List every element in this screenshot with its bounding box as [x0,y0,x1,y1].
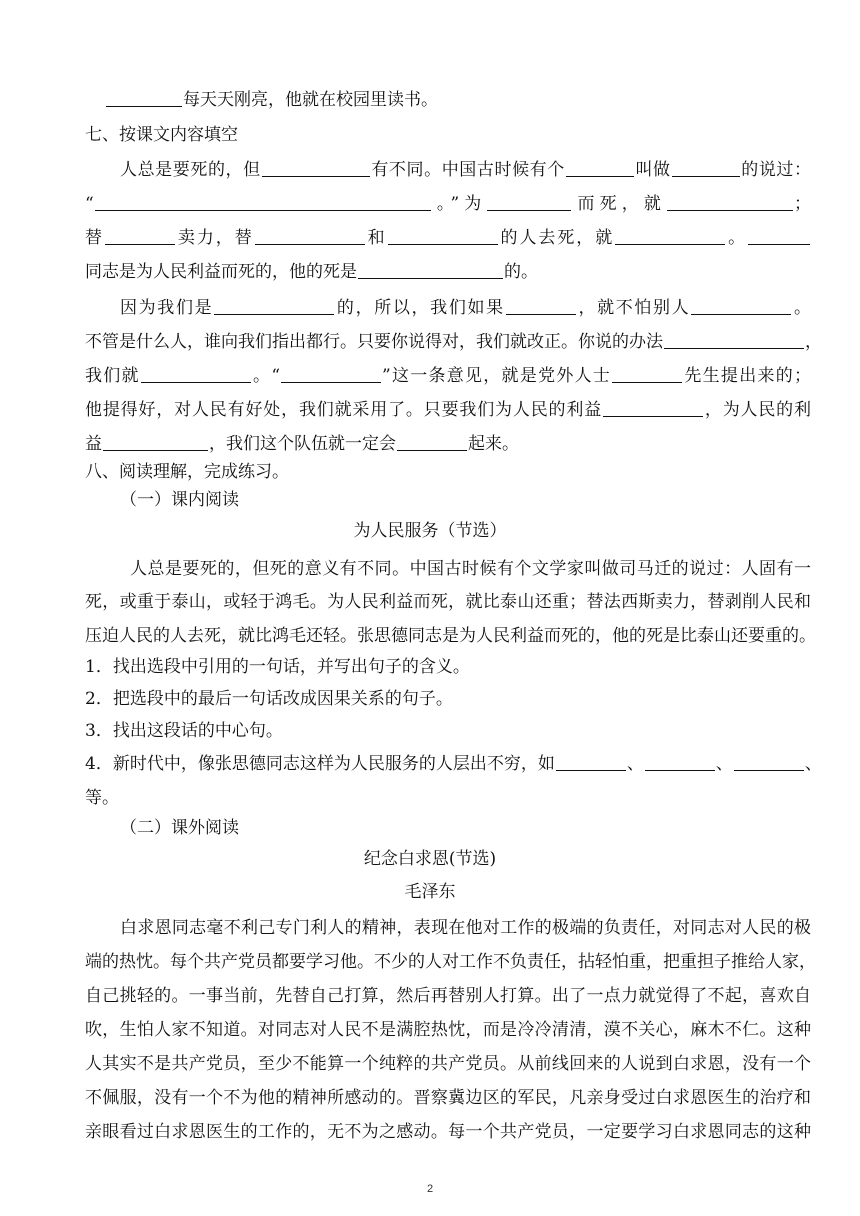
blank[interactable] [603,398,703,417]
text-segment: 益 [85,434,102,454]
blank[interactable] [255,226,365,245]
blank[interactable] [397,432,467,451]
text-segment: 、 [804,754,822,774]
text-segment: ，为人民的利 [704,400,812,420]
text-segment: 人总是要死的，但 [120,160,261,180]
fill-line-6 [85,330,822,354]
top-line [105,88,831,112]
passage2-line: 人其实不是共产党员，至少不能算一个纯粹的共产党员。从前线回来的人说到白求恩，没有一个 [85,1054,811,1074]
blank[interactable] [667,192,793,211]
question-3: 3．找出这段话的中心句。 [85,721,283,741]
blank[interactable] [748,226,810,245]
blank[interactable] [262,158,370,177]
blank[interactable] [506,296,576,315]
blank[interactable] [358,260,503,279]
blank[interactable] [106,88,182,107]
text-segment: 叫做 [634,160,671,180]
passage2-line: 自己挑轻的。一事当前，先替自己打算，然后再替别人打算。出了一点力就觉得了不起，喜欢自 [85,986,811,1006]
passage1-line: 人总是要死的，但死的意义有不同。中国古时候有个文学家叫做司马迁的说过：人固有一 [130,559,811,579]
text-segment: 先生提出来的； [683,366,811,386]
blank[interactable] [566,158,634,177]
text-segment: 4．新时代中，像张思德同志这样为人民服务的人层出不穷，如 [85,754,555,774]
text-segment: 因为我们是 [120,298,214,318]
text-segment: ， [805,332,822,352]
part2-label: （二）课外阅读 [120,818,239,838]
text-segment: 的人去死，就 [498,228,615,248]
fill-line-7 [85,364,811,388]
blank[interactable] [612,364,682,383]
part2-author: 毛泽东 [404,882,456,902]
passage1-line: 死，或重于泰山，或轻于鸿毛。为人民利益而死，就比泰山还重；替法西斯卖力，替剥削人民和 [85,592,811,612]
passage2-line: 不佩服，没有一个不为他的精神所感动的。晋察冀边区的军民，凡亲身受过白求恩医生的治疗和 [85,1088,811,1108]
blank[interactable] [95,192,431,211]
blank[interactable] [487,192,571,211]
fill-line-2 [85,192,811,216]
fill-line-5 [120,296,811,320]
passage2-line: 白求恩同志毫不利己专门利人的精神，表现在他对工作的极端的负责任，对同志对人民的极 [120,918,811,938]
text-segment: 和 [365,228,387,248]
text-segment: 起来。 [468,434,519,454]
blank[interactable] [103,432,208,451]
text-segment: ，我们这个队伍就一定会 [209,434,396,454]
fill-line-8 [85,398,811,422]
part1-title: 为人民服务（节选） [353,521,507,541]
passage2-line: 吹，生怕人家不知道。对同志对人民不是满腔热忱，而是冷冷清清，漠不关心，麻木不仁。这种 [85,1020,811,1040]
part1-label: （一）课内阅读 [120,490,239,510]
text-segment: 。 [792,298,812,318]
passage2-line: 亲眼看过白求恩医生的工作的，无不为之感动。每一个共产党员，一定要学习白求恩同志的这种 [85,1122,811,1142]
section7-heading: 七、按课文内容填空 [85,125,238,145]
fill-line-1 [120,158,811,182]
question-4 [85,752,822,776]
text-segment: 有不同。中国古时候有个 [370,160,565,180]
text-segment: 。”为 [431,194,487,214]
blank[interactable] [281,364,381,383]
blank[interactable] [645,752,715,771]
text-segment: 的，所以，我们如果 [335,298,505,318]
text-segment: 。 [726,228,748,248]
top-line-text: 每天天刚亮，他就在校园里读书。 [183,90,438,110]
question-4-end: 等。 [85,788,119,808]
text-segment: ”这一条意见，就是党外人士 [382,366,612,386]
page-number: 2 [426,1183,434,1195]
question-2: 2．把选段中的最后一句话改成因果关系的句子。 [85,689,453,709]
text-segment: 。“ [251,366,281,386]
fill-line-9 [85,432,811,456]
text-segment: 我们就 [85,366,140,386]
fill-line-4 [85,260,811,284]
text-segment: 的说过： [740,160,812,180]
blank[interactable] [664,330,804,349]
text-segment: 的。 [504,262,538,282]
text-segment: 卖力，替 [175,228,254,248]
text-segment: ； [794,194,811,214]
fill-line-3 [85,226,811,250]
blank[interactable] [105,226,175,245]
blank[interactable] [672,158,740,177]
blank[interactable] [691,296,791,315]
question-1: 1．找出选段中引用的一句话，并写出句子的含义。 [85,657,470,677]
text-segment: 而死，就 [572,194,666,214]
text-segment: 、 [715,754,733,774]
text-segment: “ [85,194,94,214]
blank[interactable] [734,752,804,771]
text-segment: 他提得好，对人民有好处，我们就采用了。只要我们为人民的利益 [85,400,603,420]
text-segment: ，就不怕别人 [576,298,691,318]
passage2-line: 端的热忱。每个共产党员都要学习他。不少的人对工作不负责任，拈轻怕重，把重担子推给人家， [85,952,816,972]
part2-title: 纪念白求恩(节选) [363,849,497,869]
blank[interactable] [141,364,251,383]
blank[interactable] [556,752,626,771]
text-segment: 、 [626,754,644,774]
blank[interactable] [388,226,498,245]
section8-heading: 八、阅读理解，完成练习。 [85,462,289,482]
text-segment: 同志是为人民利益而死的，他的死是 [85,262,357,282]
passage1-line: 压迫人民的人去死，就比鸿毛还轻。张思德同志是为人民利益而死的，他的死是比泰山还要重的。 [85,626,816,646]
blank[interactable] [615,226,725,245]
text-segment: 替 [85,228,104,248]
blank[interactable] [214,296,334,315]
text-segment: 不管是什么人，谁向我们指出都行。只要你说得对，我们就改正。你说的办法 [85,332,663,352]
